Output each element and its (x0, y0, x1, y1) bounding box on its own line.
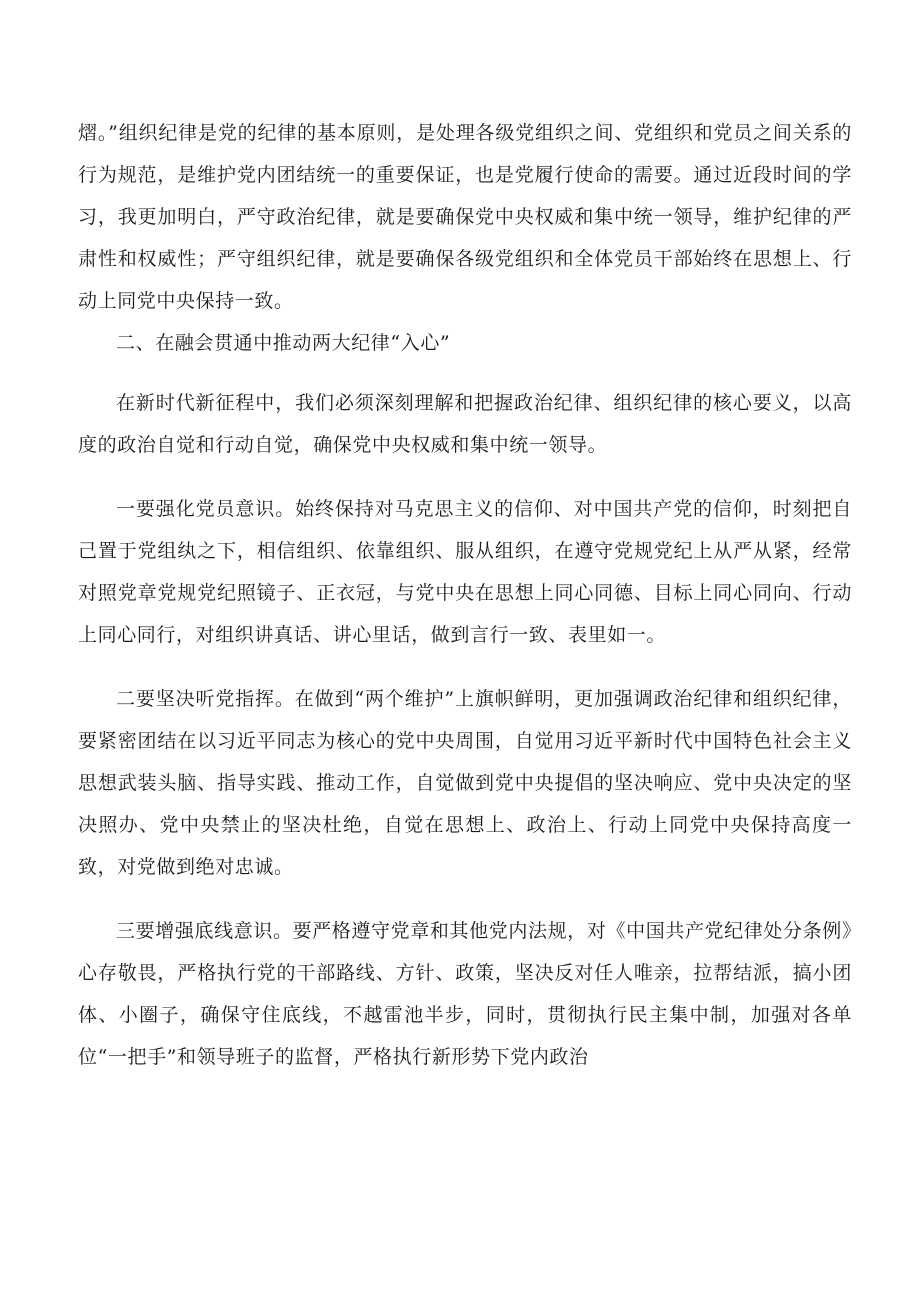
paragraph-continuation: 熠。”组织纪律是党的纪律的基本原则，是处理各级党组织之间、党组织和党员之间关系的行为规范，是维护党内团结统一的重要保证，也是党履行使命的需要。通过近段时间的学习，我更加明白，严守政治纪律，就是要确保党中央权威和集中统一领导，维护纪律的严肃性和权威性；严守组织纪律，就是要确保各级党组织和全体党员干部始终在思想上、行动上同党中央保持一致。 (78, 122, 852, 312)
paragraph-intro: 在新时代新征程中，我们必须深刻理解和把握政治纪律、组织纪律的核心要义，以高度的政治自觉和行动自觉，确保党中央权威和集中统一领导。 (78, 392, 852, 456)
paragraph-point-2: 二要坚决听党指挥。在做到“两个维护”上旗帜鲜明，更加强调政治纪律和组织纪律，要紧密团结在以习近平同志为核心的党中央周围，自觉用习近平新时代中国特色社会主义思想武装头脑、指导实践、推动工作，自觉做到党中央提倡的坚决响应、党中央决定的坚决照办、党中央禁止的坚决杜绝，自觉在思想上、政治上、行动上同党中央保持高度一致，对党做到绝对忠诚。 (78, 688, 852, 878)
section-heading-2: 二、在融会贯通中推动两大纪律“入心” (116, 332, 451, 354)
document-page (78, 112, 852, 1078)
paragraph-point-3: 三要增强底线意识。要严格遵守党章和其他党内法规，对《中国共产党纪律处分条例》心存敬畏，严格执行党的干部路线、方针、政策，坚决反对任人唯亲，拉帮结派，搞小团体、小圈子，确保守住底线，不越雷池半步，同时，贯彻执行民主集中制，加强对各单位“一把手”和领导班子的监督，严格执行新形势下党内政治 (78, 920, 852, 1068)
paragraph-point-1: 一要强化党员意识。始终保持对马克思主义的信仰、对中国共产党的信仰，时刻把自己置于党组纨之下，相信组织、依靠组织、服从组织，在遵守党规党纪上从严从紧，经常对照党章党规党纪照镜子、正衣冠，与党中央在思想上同心同德、目标上同心同向、行动上同心同行，对组织讲真话、讲心里话，做到言行一致、表里如一。 (78, 498, 852, 646)
